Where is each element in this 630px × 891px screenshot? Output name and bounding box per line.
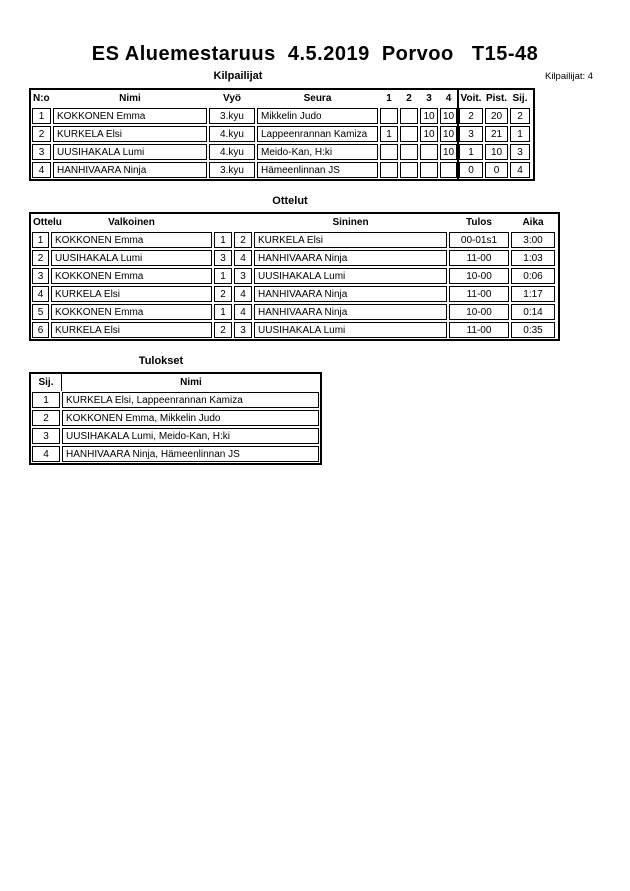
cell-points: 0 [485,162,508,178]
cell-round3 [420,162,438,178]
cell-round3 [420,144,438,160]
col-header-club: Seura [303,93,332,104]
cell-white-no: 2 [214,286,232,302]
cell-white-name: KURKELA Elsi [51,322,212,338]
cell-blue-name: UUSIHAKALA Lumi [254,268,447,284]
cell-name: KURKELA Elsi, Lappeenrannan Kamiza [62,392,319,408]
table-row [31,249,558,267]
cell-name: KURKELA Elsi [53,126,207,142]
cell-round4 [440,162,457,178]
page-title: ES Aluemestaruus 4.5.2019 Porvoo T15-48 [91,43,539,65]
cell-round2 [400,162,418,178]
cell-result: 11-00 [449,322,509,338]
cell-blue-no: 4 [234,250,252,266]
cell-no: 4 [32,162,51,178]
cell-place: 1 [510,126,530,142]
table-row [31,409,320,427]
cell-belt: 3.kyu [209,108,255,124]
cell-no: 3 [32,144,51,160]
cell-time: 0:35 [511,322,555,338]
cell-place: 3 [32,428,60,444]
cell-match-no: 4 [32,286,49,302]
cell-time: 0:14 [511,304,555,320]
cell-round1 [380,144,398,160]
cell-place: 4 [32,446,60,462]
cell-time: 1:17 [511,286,555,302]
cell-result: 10-00 [449,268,509,284]
col-header-white: Valkoinen [108,217,155,228]
col-header-name: Nimi [61,374,320,391]
col-header-name: Nimi [119,93,141,104]
cell-club: Hämeenlinnan JS [257,162,378,178]
results-header-row [31,374,320,391]
cell-match-no: 6 [32,322,49,338]
competitors-heading: Kilpailijat [213,70,263,82]
cell-points: 10 [485,144,508,160]
cell-blue-no: 4 [234,304,252,320]
cell-time: 0:06 [511,268,555,284]
cell-blue-name: HANHIVAARA Ninja [254,304,447,320]
cell-white-no: 2 [214,322,232,338]
cell-match-no: 3 [32,268,49,284]
table-row [31,427,320,445]
cell-wins: 0 [459,162,483,178]
cell-round4: 10 [440,108,457,124]
cell-name: KOKKONEN Emma, Mikkelin Judo [62,410,319,426]
cell-name: UUSIHAKALA Lumi [53,144,207,160]
cell-wins: 3 [459,126,483,142]
cell-round1: 1 [380,126,398,142]
cell-place: 2 [32,410,60,426]
col-header-round3: 3 [426,93,432,104]
competitors-table [29,88,535,181]
cell-round3: 10 [420,126,438,142]
col-header-result: Tulos [466,217,492,228]
cell-place: 4 [510,162,530,178]
cell-white-name: KURKELA Elsi [51,286,212,302]
cell-place: 3 [510,144,530,160]
cell-name: UUSIHAKALA Lumi, Meido-Kan, H:ki [62,428,319,444]
cell-no: 1 [32,108,51,124]
cell-club: Meido-Kan, H:ki [257,144,378,160]
cell-club: Lappeenrannan Kamiza [257,126,378,142]
col-header-time: Aika [522,217,544,228]
cell-round1 [380,108,398,124]
cell-name: HANHIVAARA Ninja, Hämeenlinnan JS [62,446,319,462]
cell-round1 [380,162,398,178]
cell-wins: 1 [459,144,483,160]
matches-table [29,212,560,341]
cell-belt: 3.kyu [209,162,255,178]
cell-result: 10-00 [449,304,509,320]
table-row [31,231,558,249]
cell-match-no: 1 [32,232,49,248]
table-row [31,445,320,463]
table-row [31,303,558,321]
col-header-white-no [213,214,233,231]
cell-white-no: 1 [214,268,232,284]
col-header-blue-no [233,214,253,231]
col-header-place: Sij. [512,93,528,104]
col-header-round2: 2 [406,93,412,104]
cell-time: 1:03 [511,250,555,266]
cell-result: 00-01s1 [449,232,509,248]
cell-round3: 10 [420,108,438,124]
col-header-no: N:o [33,93,50,104]
cell-blue-name: HANHIVAARA Ninja [254,250,447,266]
cell-white-name: KOKKONEN Emma [51,268,212,284]
cell-match-no: 5 [32,304,49,320]
col-header-place: Sij. [38,377,54,388]
cell-white-name: KOKKONEN Emma [51,232,212,248]
cell-blue-name: KURKELA Elsi [254,232,447,248]
cell-club: Mikkelin Judo [257,108,378,124]
col-header-match: Ottelu [33,217,62,228]
cell-white-no: 1 [214,232,232,248]
score-summary-divider [457,90,459,179]
cell-points: 21 [485,126,508,142]
col-header-belt: Vyö [223,93,241,104]
cell-no: 2 [32,126,51,142]
cell-blue-no: 2 [234,232,252,248]
cell-result: 11-00 [449,250,509,266]
cell-belt: 4.kyu [209,126,255,142]
cell-place: 2 [510,108,530,124]
cell-white-name: UUSIHAKALA Lumi [51,250,212,266]
cell-round2 [400,144,418,160]
results-table [29,372,322,465]
cell-blue-no: 3 [234,322,252,338]
table-row [31,267,558,285]
cell-belt: 4.kyu [209,144,255,160]
cell-points: 20 [485,108,508,124]
col-header-points: Pist. [485,93,508,104]
cell-blue-name: HANHIVAARA Ninja [254,286,447,302]
cell-name: KOKKONEN Emma [53,108,207,124]
col-header-wins: Voit. [460,93,482,104]
cell-round2 [400,108,418,124]
col-header-round4: 4 [445,93,452,104]
cell-round4: 10 [440,126,457,142]
cell-round2 [400,126,418,142]
cell-result: 11-00 [449,286,509,302]
competitors-count: Kilpailijat: 4 [545,71,594,82]
results-heading: Tulokset [138,355,184,367]
cell-wins: 2 [459,108,483,124]
cell-white-no: 3 [214,250,232,266]
cell-match-no: 2 [32,250,49,266]
matches-header-row [31,214,558,231]
col-header-blue: Sininen [332,217,369,228]
table-row [31,391,320,409]
cell-name: HANHIVAARA Ninja [53,162,207,178]
table-row [31,321,558,339]
cell-time: 3:00 [511,232,555,248]
cell-blue-name: UUSIHAKALA Lumi [254,322,447,338]
cell-place: 1 [32,392,60,408]
cell-blue-no: 3 [234,268,252,284]
cell-white-name: KOKKONEN Emma [51,304,212,320]
col-header-round1: 1 [386,93,392,104]
matches-heading: Ottelut [272,195,308,207]
cell-blue-no: 4 [234,286,252,302]
cell-round4: 10 [440,144,457,160]
table-row [31,285,558,303]
cell-white-no: 1 [214,304,232,320]
